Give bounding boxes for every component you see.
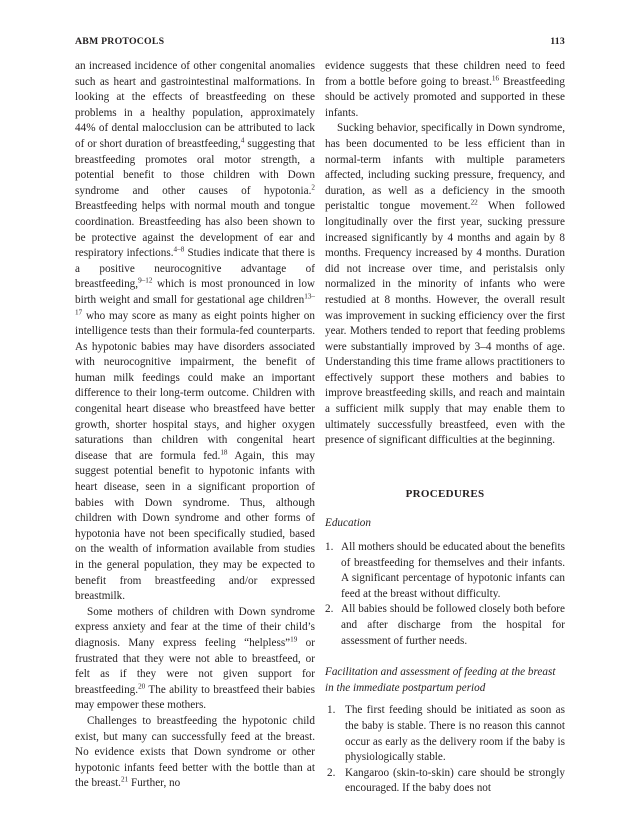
citation: 21	[120, 775, 129, 784]
paragraph: Challenges to breastfeeding the hypotonic child exist, but many can successfully feed at the breast. No evidence exists that Down syndrome or other hypotonic infants feed better with the bottle than at the breast.$^{21}$ Further, no	[75, 714, 315, 790]
list-item: 2. Kangaroo (skin-to-skin) care should be strongly encouraged. If the baby does not	[327, 766, 565, 795]
right-column	[325, 59, 565, 797]
list-item: 1. The first feeding should be initiated as soon as the baby is stable. There is no reason this cannot occur as early as the delivery room if the baby is physiologically stable.	[327, 704, 565, 764]
numbered-list	[325, 540, 565, 649]
paragraph: Some mothers of children with Down syndrome express anxiety and fear at the time of their child’s diagnosis. Many express feeling “helpless”$^{19}$ or frustrated that they were not able to breastfeed, or felt as if they were not given support for breastfeeding.$^{20}$ The ability to breastfeed their babies may empower these mothers.	[75, 605, 315, 712]
paragraph: an increased incidence of other congenital anomalies such as heart and gastrointestinal malformations. In looking at the effects of breastfeeding on these problems in a healthy population, approximately 44% of dental malocclusion can be attributed to lack of or short duration of breastfeeding,$^4$ suggesting that breastfeeding promotes oral motor strength, a potential benefit to those children with Down syndrome and other causes of hypotonia.$^2$ Breastfeeding helps with normal mouth and tongue coordination. Breastfeeding has also been shown to be protective against the development of ear and respiratory infections.$^{4-8}$ Studies indicate that there is a positive neurocognitive advantage of breastfeeding,$^{9-12}$ which is most pronounced in low birth weight and small for gestational age children$^{13-17}$ who may score as many as eight points higher on intelligence tests than their formula-fed counterparts. As hypotonic babies may have disorders associated with neurocognitive impairment, the benefit of human milk feedings could make an important difference to their long-term outcome. Children with congenital heart disease who breastfeed have better growth, shorter hospital stays, and higher oxygen saturations than children with congenital heart disease that are formula fed.$^{18}$ Again, this may suggest potential benefit to hypotonic infants with heart disease, seen in a significant proportion of babies with Down syndrome. Thus, although children with Down syndrome and other forms of hypotonia have not been specifically studied, based on the wealth of information available from studies in the general population, they may be expected to benefit from breastfeeding and/or expressed breastmilk.	[75, 60, 316, 603]
left-column	[75, 59, 315, 792]
list-number: 2.	[325, 603, 334, 616]
citation: 18	[220, 448, 228, 457]
subsection-heading: Facilitation and assessment of feeding at the breast in the immediate postpartum period	[325, 666, 556, 694]
list-number: 1.	[325, 541, 334, 554]
list-item: 1. All mothers should be educated about the benefits of breastfeeding for themselves and their infants. A significant percentage of hypotonic infants can feed at the breast without difficulty.	[325, 541, 566, 600]
list-item: 2. All babies should be followed closely both before and after discharge from the hospital for assessment of further needs.	[325, 603, 565, 647]
citation: 16	[491, 73, 500, 82]
numbered-list	[325, 703, 565, 797]
running-header	[75, 36, 565, 47]
list-number: 1.	[327, 704, 336, 717]
paragraph: evidence suggests that these children need to feed from a bottle before going to breast.$^{16}$ Breastfeeding should be actively promoted and supported in these infants.	[325, 60, 565, 119]
list-number: 2.	[327, 766, 336, 779]
journal-section-title: ABM PROTOCOLS	[75, 36, 165, 47]
citation: 13–17	[75, 292, 315, 316]
section-heading: PROCEDURES	[405, 487, 485, 500]
citation: 9–12	[138, 276, 153, 285]
paragraph: Sucking behavior, specifically in Down syndrome, has been documented to be less efficient than in normal-term infants with multiple parameters affected, including sucking pressure, frequency, and duration, as well as a deficiency in the smooth peristaltic tongue movement.$^{22}$ When followed longitudinally over the first year, sucking pressure increased significantly by 4 months and again by 8 months. Frequency increased by 4 months. Duration did not increase over time, and peristalsis only normalized in the minority of infants who were restudied at 8 months. However, the overall result was improvement in sucking efficiency over the first year. Mothers tended to report that feeding problems were substantially improved by 3–4 months of age. Understanding this time frame allows practitioners to effectively support these mothers and babies to improve breastfeeding skills, and reach and maintain a sufficient milk supply that may enable them to ultimately successfully breastfeed, even with the presence of significant difficulties at the beginning.	[325, 122, 565, 447]
citation: 22	[470, 198, 478, 207]
citation: 4–8	[173, 245, 185, 254]
citation: 4	[240, 136, 245, 145]
subsection-heading: Education	[325, 517, 371, 530]
citation: 20	[138, 682, 146, 691]
page-number: 113	[550, 36, 565, 47]
citation: 2	[311, 183, 315, 192]
citation: 19	[290, 635, 298, 644]
